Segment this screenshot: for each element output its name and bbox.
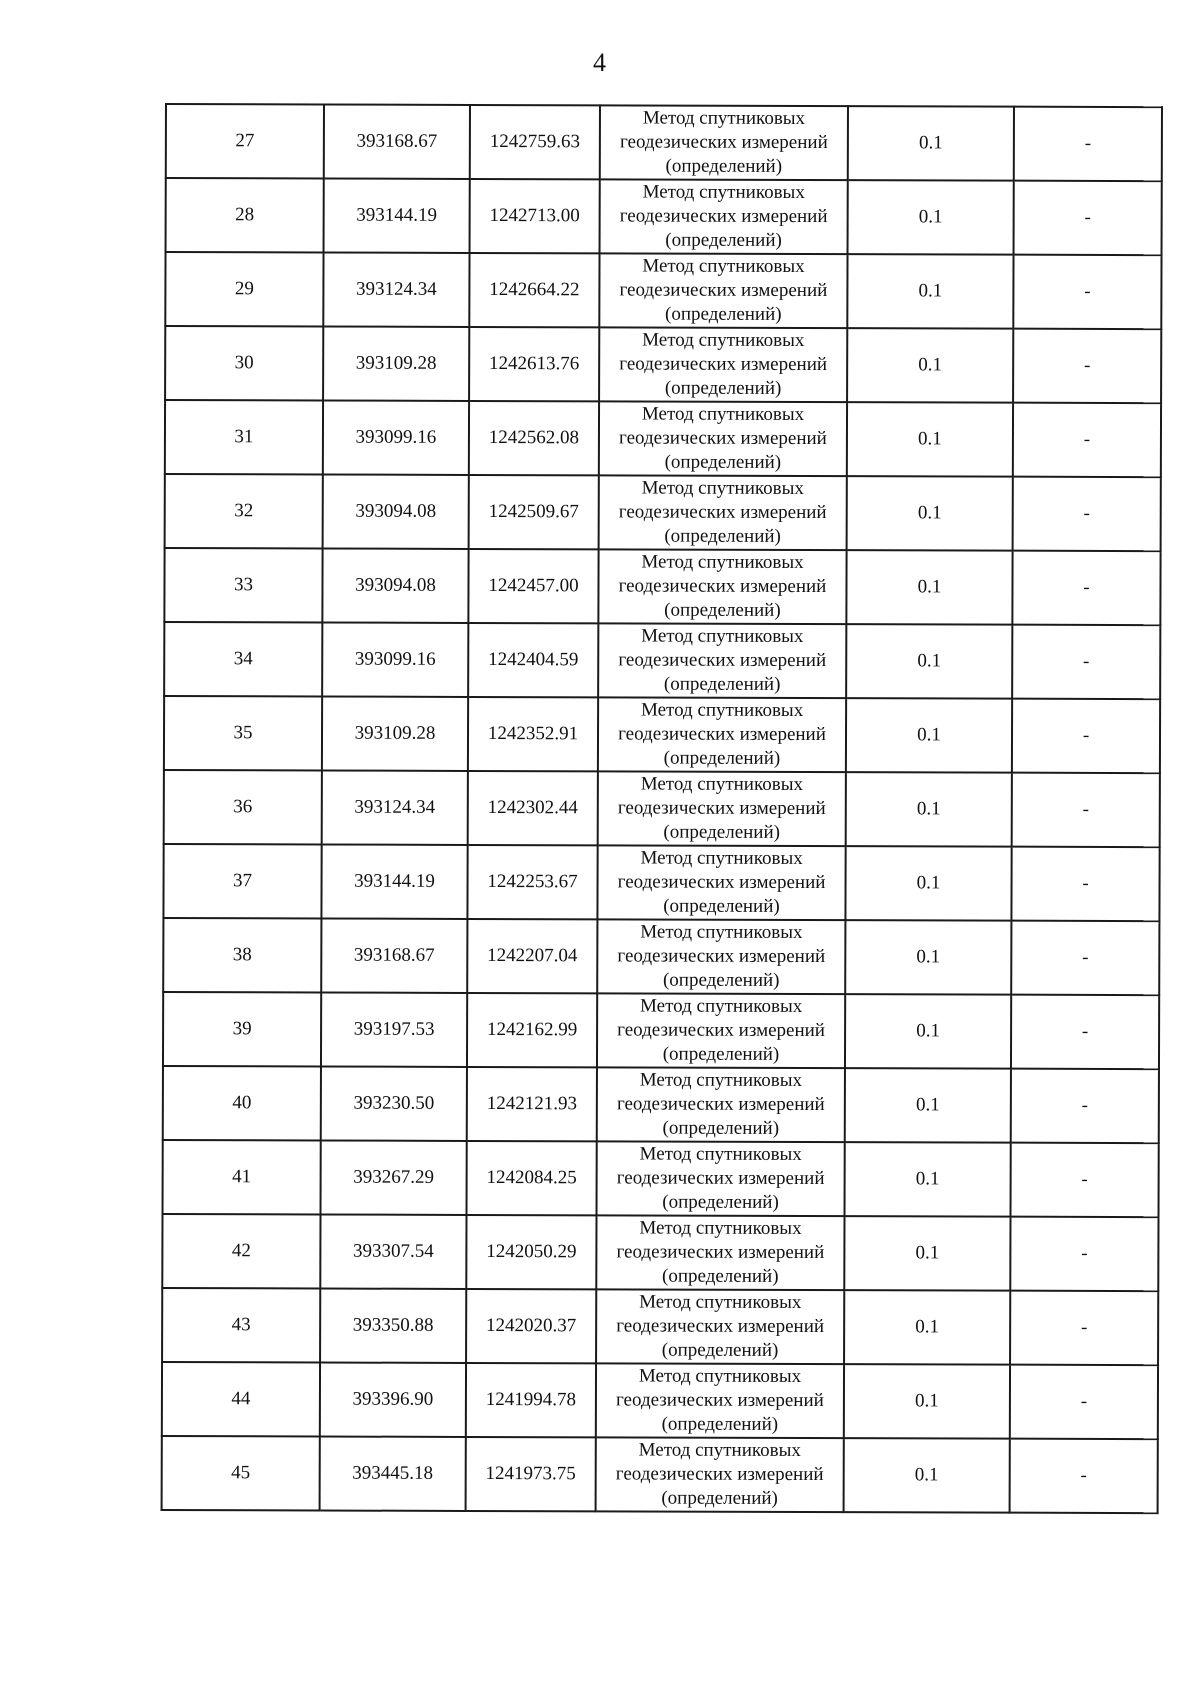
method-line: (определений) (664, 377, 782, 399)
note-cell: - (1011, 1143, 1159, 1217)
method-line: геодезических измерений (619, 205, 828, 228)
note-cell: - (1011, 847, 1159, 921)
y-coordinate-cell: 1241973.75 (466, 1437, 596, 1511)
method-line: (определений) (663, 747, 781, 769)
accuracy-cell: 0.1 (847, 254, 1013, 329)
method-line: (определений) (662, 969, 780, 991)
method-line: Метод спутниковых (639, 1069, 803, 1092)
accuracy-cell: 0.1 (845, 846, 1011, 921)
method-line: геодезических измерений (617, 797, 826, 820)
page-number: 4 (593, 48, 607, 77)
method-line: геодезических измерений (618, 501, 827, 524)
method-line: (определений) (661, 1339, 779, 1361)
note-cell: - (1010, 1217, 1158, 1291)
x-coordinate-cell: 393396.90 (320, 1362, 466, 1436)
y-coordinate-cell: 1242302.44 (468, 771, 598, 845)
x-coordinate-cell: 393350.88 (320, 1288, 466, 1362)
x-coordinate-cell: 393445.18 (320, 1436, 466, 1510)
method-line: Метод спутниковых (638, 1365, 802, 1388)
point-number-cell: 44 (162, 1362, 320, 1436)
method-cell (598, 697, 846, 772)
method-line: (определений) (663, 821, 781, 843)
x-coordinate-cell: 393307.54 (320, 1214, 466, 1288)
x-coordinate-cell: 393099.16 (323, 400, 469, 474)
method-line: Метод спутниковых (641, 625, 804, 648)
coordinates-table (161, 103, 1163, 1514)
point-number-cell: 38 (163, 918, 321, 992)
method-line: геодезических измерений (618, 649, 827, 672)
accuracy-cell: 0.1 (844, 1290, 1010, 1365)
table-row (164, 548, 1160, 625)
method-cell (598, 549, 846, 624)
method-cell (598, 623, 846, 698)
x-coordinate-cell: 393230.50 (321, 1066, 467, 1140)
coordinates-table-body (162, 104, 1162, 1513)
method-line: Метод спутниковых (640, 995, 803, 1018)
y-coordinate-cell: 1242352.91 (468, 697, 598, 771)
note-cell: - (1014, 107, 1162, 181)
method-cell (599, 253, 847, 328)
note-cell: - (1010, 1439, 1158, 1513)
method-line: Метод спутниковых (639, 1217, 802, 1240)
table-row (166, 178, 1162, 255)
method-line: геодезических измерений (616, 1093, 825, 1116)
method-line: геодезических измерений (618, 723, 826, 746)
accuracy-cell: 0.1 (846, 772, 1012, 847)
method-cell (597, 993, 845, 1068)
accuracy-cell: 0.1 (845, 1142, 1011, 1217)
point-number-cell: 36 (164, 770, 322, 844)
y-coordinate-cell: 1242020.37 (466, 1289, 596, 1363)
x-coordinate-cell: 393094.08 (322, 548, 468, 622)
point-number-cell: 31 (165, 400, 323, 474)
accuracy-cell: 0.1 (847, 328, 1013, 403)
x-coordinate-cell: 393124.34 (322, 770, 468, 844)
method-cell (596, 1437, 844, 1512)
point-number-cell: 39 (163, 992, 321, 1066)
note-cell: - (1011, 1069, 1159, 1143)
method-line: геодезических измерений (616, 1315, 825, 1338)
note-cell: - (1011, 921, 1159, 995)
method-line: геодезических измерений (619, 353, 828, 376)
method-line: Метод спутниковых (639, 1291, 802, 1314)
method-line: геодезических измерений (617, 1019, 826, 1042)
method-cell (599, 401, 847, 476)
method-line: Метод спутниковых (642, 255, 805, 278)
accuracy-cell: 0.1 (844, 1216, 1010, 1291)
document-sheet (161, 103, 1163, 1514)
note-cell: - (1012, 773, 1160, 847)
x-coordinate-cell: 393168.67 (321, 918, 467, 992)
method-line: геодезических измерений (619, 427, 827, 450)
method-line: геодезических измерений (616, 1389, 824, 1412)
accuracy-cell: 0.1 (847, 476, 1013, 551)
method-line: (определений) (662, 1117, 780, 1139)
table-row (163, 918, 1159, 995)
method-line: геодезических измерений (617, 945, 826, 968)
method-line: (определений) (662, 1265, 779, 1287)
point-number-cell: 40 (163, 1066, 321, 1140)
method-cell (600, 105, 848, 180)
method-cell (598, 771, 846, 846)
note-cell: - (1012, 625, 1160, 699)
y-coordinate-cell: 1242562.08 (469, 401, 599, 475)
table-row (164, 696, 1160, 773)
method-line: Метод спутниковых (638, 1439, 801, 1462)
x-coordinate-cell: 393124.34 (323, 252, 469, 326)
method-line: Метод спутниковых (641, 403, 805, 426)
table-row (166, 104, 1162, 181)
y-coordinate-cell: 1242253.67 (467, 845, 597, 919)
y-coordinate-cell: 1242121.93 (467, 1067, 597, 1141)
table-row (164, 622, 1160, 699)
table-row (163, 1066, 1159, 1143)
method-cell (596, 1363, 844, 1438)
method-line: (определений) (665, 155, 783, 177)
method-line: геодезических измерений (615, 1463, 824, 1486)
x-coordinate-cell: 393144.19 (324, 178, 470, 252)
x-coordinate-cell: 393144.19 (321, 844, 467, 918)
accuracy-cell: 0.1 (844, 1438, 1010, 1513)
x-coordinate-cell: 393168.67 (324, 104, 470, 178)
x-coordinate-cell: 393267.29 (321, 1140, 467, 1214)
table-row (163, 844, 1159, 921)
method-cell (599, 327, 847, 402)
accuracy-cell: 0.1 (845, 994, 1011, 1069)
accuracy-cell: 0.1 (845, 920, 1011, 995)
point-number-cell: 41 (163, 1140, 321, 1214)
note-cell: - (1013, 255, 1161, 329)
note-cell: - (1012, 551, 1160, 625)
point-number-cell: 28 (166, 178, 324, 252)
method-cell (600, 179, 848, 254)
y-coordinate-cell: 1242713.00 (470, 179, 600, 253)
method-line: Метод спутниковых (640, 699, 804, 722)
accuracy-cell: 0.1 (846, 550, 1012, 625)
method-line: (определений) (661, 1487, 778, 1509)
method-line: (определений) (663, 895, 780, 917)
point-number-cell: 33 (164, 548, 322, 622)
method-line: Метод спутниковых (642, 181, 805, 204)
table-row (163, 1140, 1159, 1217)
point-number-cell: 42 (162, 1214, 320, 1288)
method-cell (596, 1215, 844, 1290)
method-line: Метод спутниковых (641, 477, 804, 500)
method-line: Метод спутниковых (639, 1143, 802, 1166)
point-number-cell: 35 (164, 696, 322, 770)
table-row (162, 1362, 1158, 1439)
table-row (164, 770, 1160, 847)
note-cell: - (1010, 1365, 1158, 1439)
y-coordinate-cell: 1242050.29 (466, 1215, 596, 1289)
point-number-cell: 30 (165, 326, 323, 400)
method-line: (определений) (665, 229, 782, 251)
method-cell (596, 1289, 844, 1364)
y-coordinate-cell: 1242207.04 (467, 919, 597, 993)
note-cell: - (1012, 699, 1160, 773)
note-cell: - (1010, 1291, 1158, 1365)
y-coordinate-cell: 1242162.99 (467, 993, 597, 1067)
table-row (162, 1288, 1158, 1365)
method-line: геодезических измерений (619, 279, 828, 302)
note-cell: - (1013, 329, 1161, 403)
x-coordinate-cell: 393099.16 (322, 622, 468, 696)
point-number-cell: 45 (162, 1436, 320, 1510)
x-coordinate-cell: 393109.28 (323, 326, 469, 400)
note-cell: - (1014, 181, 1162, 255)
method-line: (определений) (664, 599, 781, 621)
method-cell (597, 1067, 845, 1142)
method-line: геодезических измерений (618, 575, 827, 598)
table-row (162, 1436, 1158, 1513)
point-number-cell: 34 (164, 622, 322, 696)
method-line: (определений) (664, 451, 782, 473)
y-coordinate-cell: 1242509.67 (469, 475, 599, 549)
method-line: (определений) (662, 1191, 779, 1213)
method-line: Метод спутниковых (642, 329, 805, 352)
accuracy-cell: 0.1 (844, 1364, 1010, 1439)
table-row (163, 992, 1159, 1069)
x-coordinate-cell: 393197.53 (321, 992, 467, 1066)
method-line: (определений) (664, 525, 781, 547)
x-coordinate-cell: 393094.08 (323, 474, 469, 548)
accuracy-cell: 0.1 (848, 180, 1014, 255)
note-cell: - (1013, 477, 1161, 551)
method-line: Метод спутниковых (640, 773, 804, 796)
method-line: Метод спутниковых (640, 921, 803, 944)
method-line: (определений) (663, 673, 781, 695)
y-coordinate-cell: 1242404.59 (468, 623, 598, 697)
method-line: геодезических измерений (619, 131, 828, 154)
accuracy-cell: 0.1 (847, 402, 1013, 477)
accuracy-cell: 0.1 (846, 698, 1012, 773)
table-row (162, 1214, 1158, 1291)
method-line: геодезических измерений (616, 1241, 825, 1264)
method-cell (597, 1141, 845, 1216)
accuracy-cell: 0.1 (848, 106, 1014, 181)
table-row (165, 400, 1161, 477)
method-line: геодезических измерений (617, 871, 826, 894)
point-number-cell: 32 (165, 474, 323, 548)
point-number-cell: 37 (163, 844, 321, 918)
x-coordinate-cell: 393109.28 (322, 696, 468, 770)
point-number-cell: 27 (166, 104, 324, 178)
note-cell: - (1013, 403, 1161, 477)
point-number-cell: 29 (165, 252, 323, 326)
method-line: геодезических измерений (616, 1167, 825, 1190)
method-line: Метод спутниковых (641, 551, 804, 574)
method-cell (597, 919, 845, 994)
method-cell (599, 475, 847, 550)
y-coordinate-cell: 1242664.22 (469, 253, 599, 327)
method-line: (определений) (665, 303, 782, 325)
table-row (165, 326, 1161, 403)
table-row (165, 474, 1161, 551)
note-cell: - (1011, 995, 1159, 1069)
y-coordinate-cell: 1241994.78 (466, 1363, 596, 1437)
y-coordinate-cell: 1242759.63 (470, 105, 600, 179)
point-number-cell: 43 (162, 1288, 320, 1362)
y-coordinate-cell: 1242457.00 (468, 549, 598, 623)
table-row (165, 252, 1161, 329)
accuracy-cell: 0.1 (846, 624, 1012, 699)
y-coordinate-cell: 1242084.25 (467, 1141, 597, 1215)
y-coordinate-cell: 1242613.76 (469, 327, 599, 401)
method-line: (определений) (661, 1413, 779, 1435)
method-cell (597, 845, 845, 920)
method-line: Метод спутниковых (642, 107, 806, 130)
method-line: Метод спутниковых (640, 847, 803, 870)
method-line: (определений) (662, 1043, 780, 1065)
accuracy-cell: 0.1 (845, 1068, 1011, 1143)
